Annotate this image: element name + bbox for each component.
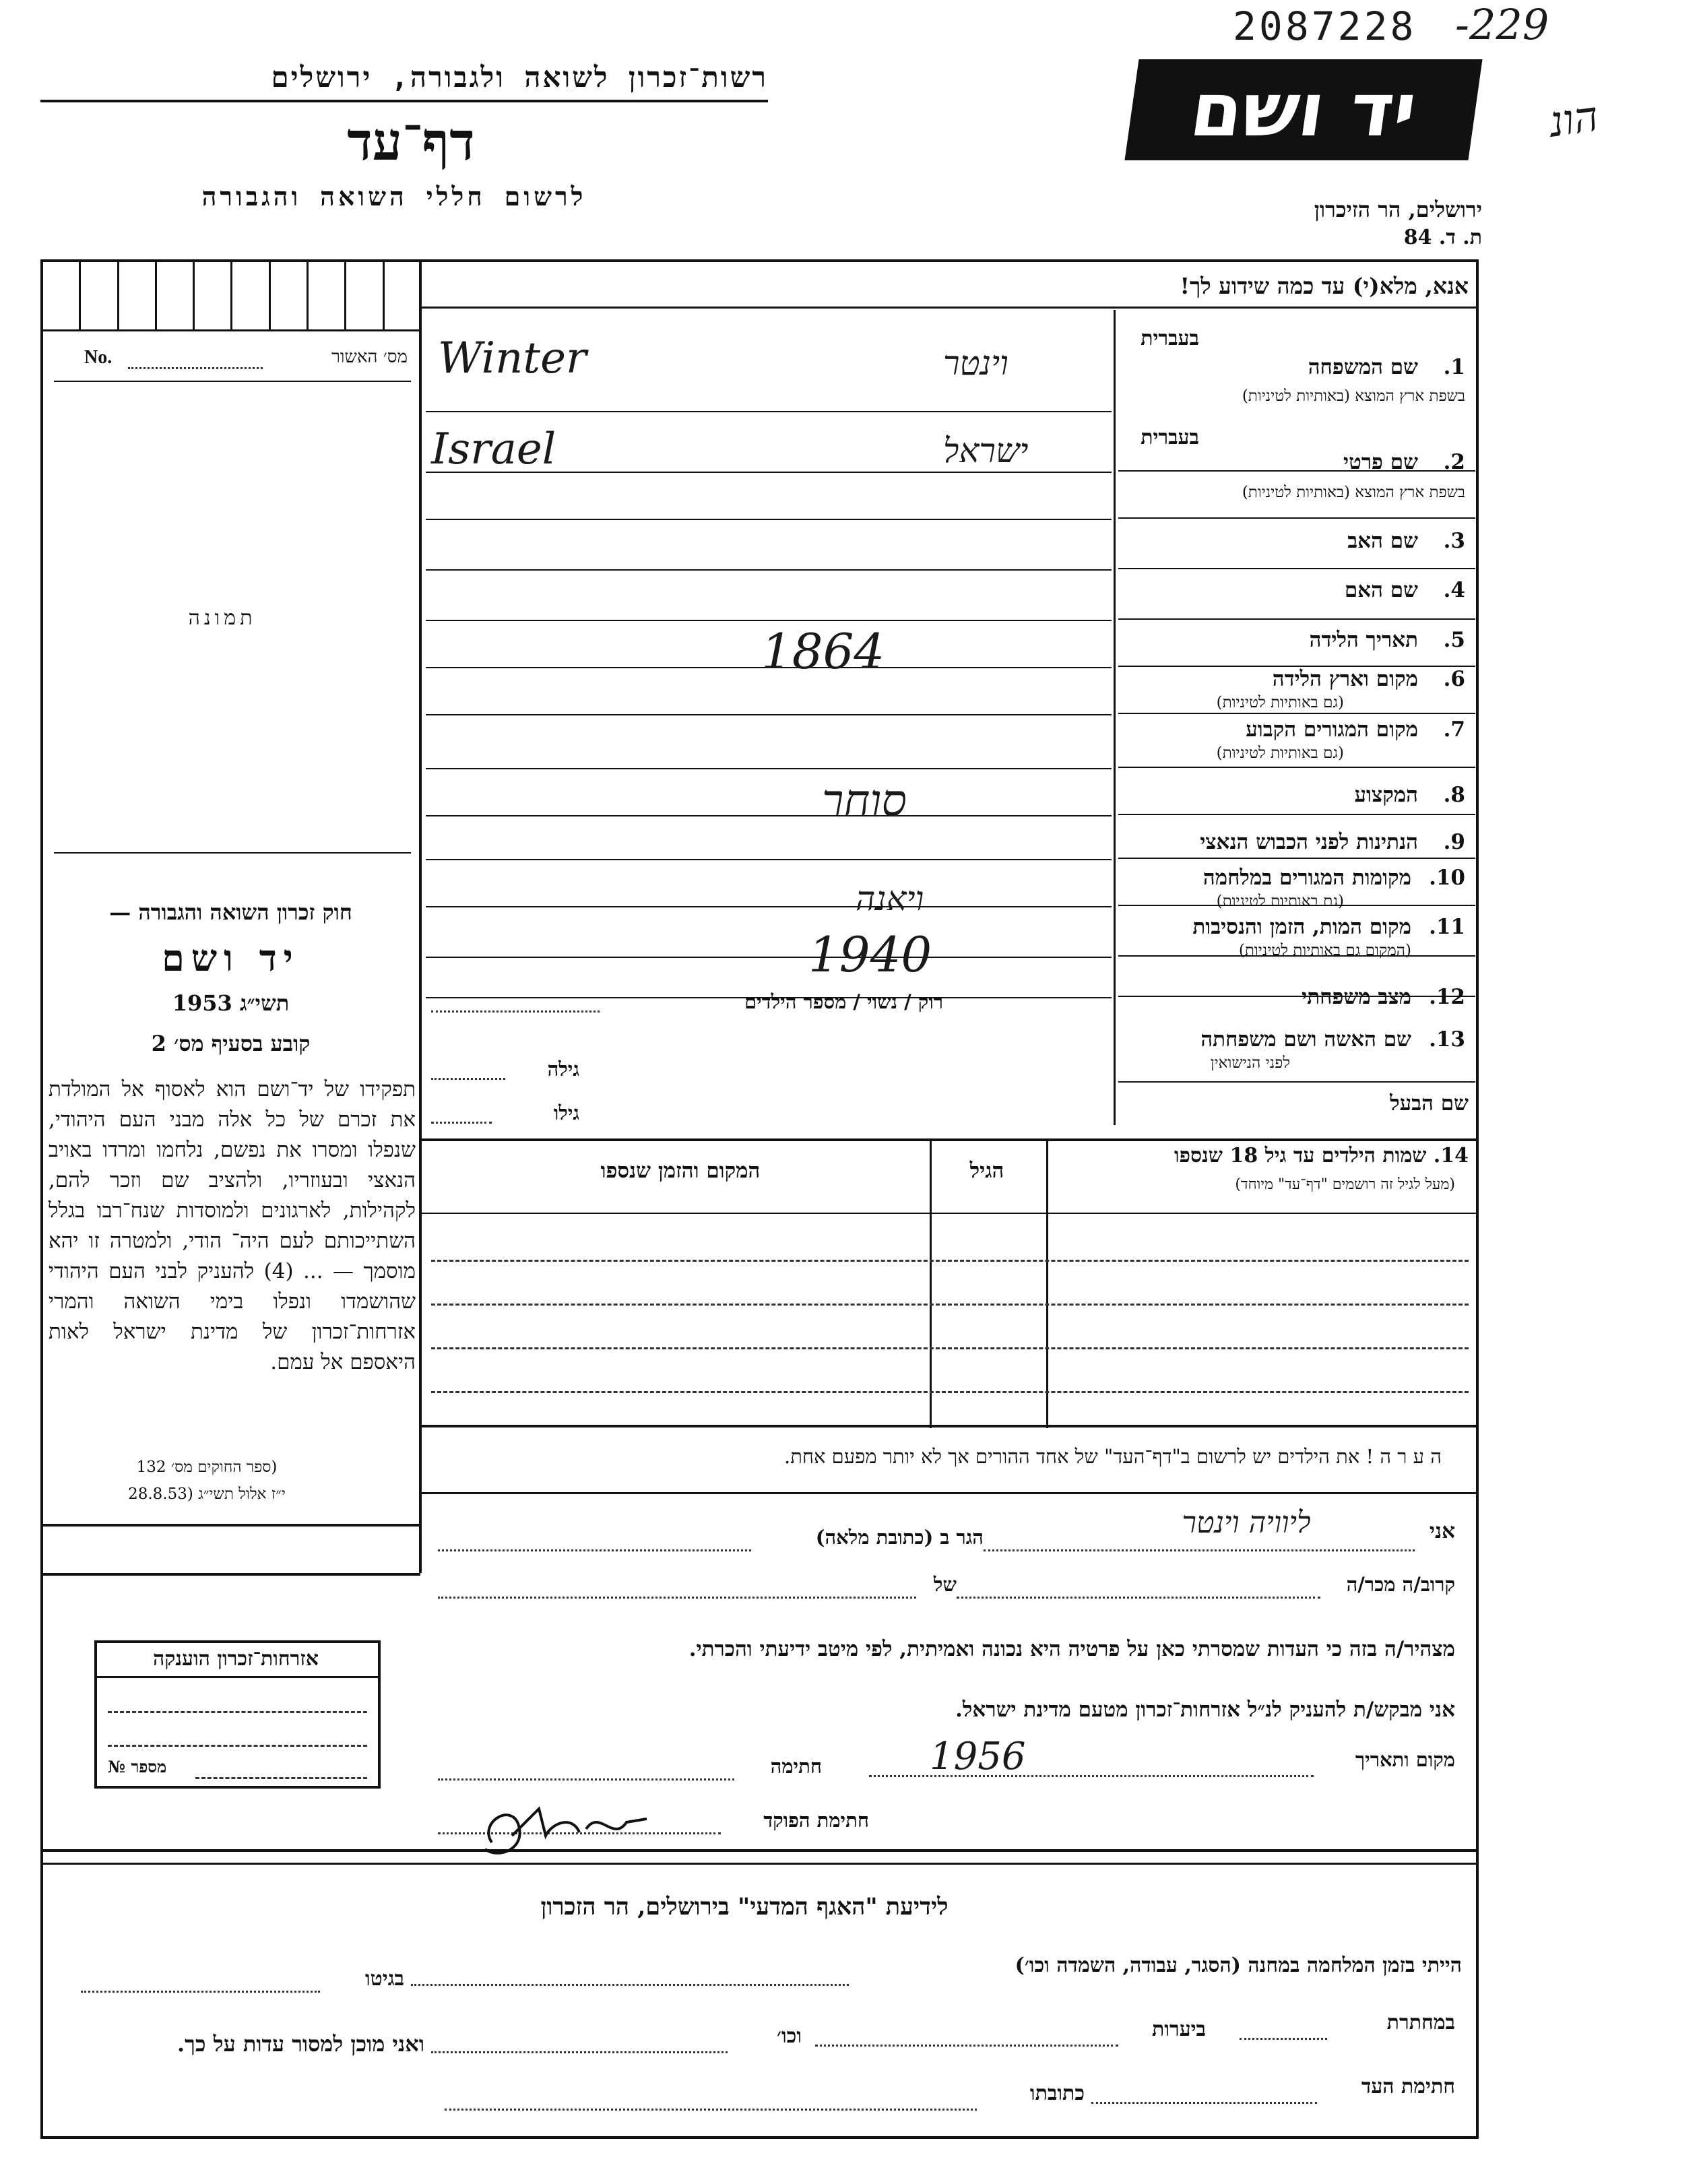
citizenship-box-title: אזרחות־זכרון הוענקה [152,1647,319,1671]
field-11-value-year[interactable]: 1940 [808,926,932,983]
decl-name-value[interactable]: ליוויה וינטר [1182,1506,1311,1540]
form-title: דף־עד [347,111,475,172]
instructions: אנא, מלא(י) עד כמה שידוע לך! [1180,273,1469,299]
field-4-label: שם האם [1344,578,1418,602]
field-2-num: 2. [1443,450,1465,474]
field-7-label: מקום המגורים הקבוע [1246,717,1418,742]
decl-officer-label: חתימת הפוקד [763,1809,869,1832]
law-text: תפקידו של יד־ושם הוא לאסוף אל המולדת את זכרם של כל אלה מבני העם היהודי, שנפלו ומסרו את נפשם, נלחמו ומרדו באויב הנאצי ובעוזריו, ולהציב שם וזכר להם, לקהילות, לארגונים ולמוסדות שנח־רבו בגלל השתייכותם לעם היה־ הודי, ולמטרה זו יהא מוסמך — ... (4) להעניק לבני העם היהודי שהושמדו ונפלו בימי השואה והמרי אזרחות־זכרון של מדינת ישראל לאות היאספם אל עמם. [49,1077,416,1374]
field-8-value[interactable]: סוחר [822,775,907,827]
field-8-num: 8. [1443,783,1465,807]
decl-statement: מצהיר/ה בזה כי העדות שמסרתי כאן על פרטיה היא נכונה ואמיתית, לפי מיטב ידיעתי והכרתי. [688,1637,1455,1661]
field-1-sub: בשפת ארץ המוצא (באותיות לטיניות) [1242,387,1465,405]
bottom-witness-signature-label: חתימת העד [1361,2075,1455,2098]
note-text: ה ע ר ה ! את הילדים יש לרשום ב"דף־העד" של אחד ההורים אך לא יותר מפעם אחת. [783,1445,1442,1468]
field-1-num: 1. [1443,355,1465,379]
law-title: חוק זכרון השואה והגבורה — [109,899,352,925]
field-10-num: 10. [1429,866,1465,890]
field-9-num: 9. [1443,830,1465,854]
field-11-num: 11. [1429,915,1465,939]
field-7-num: 7. [1443,717,1465,742]
law-reference-2: י״ז אלול תשי״ג (28.8.53 [128,1485,286,1503]
signature-scribble-icon [472,1795,660,1863]
field-6-num: 6. [1443,667,1465,691]
children-col-place: המקום והזמן שנספו [600,1159,761,1183]
field-11-sub: (המקום גם באותיות לטיניות) [1238,942,1411,959]
field-1-value-latin[interactable]: Winter [438,333,587,383]
field-1-label: שם המשפחה [1308,355,1418,379]
authority-name: רשות־זכרון לשואה ולגבורה, ירושלים [271,61,768,94]
age-label-female: גילה [547,1058,579,1081]
decl-date-value[interactable]: 1956 [930,1735,1026,1778]
code-grid [43,262,420,331]
children-label: 14. שמות הילדים עד גיל 18 שנספו [1174,1144,1469,1167]
children-sub: (מעל לגיל זה רושמים "דף־עד" מיוחד) [1235,1176,1455,1193]
field-13-sub: לפני הנישואין [1210,1054,1290,1072]
field-13-num: 13. [1429,1027,1465,1052]
approval-label: מס׳ האשור [331,347,408,367]
field-12-num: 12. [1429,985,1465,1009]
husband-name-label: שם הבעל [1390,1091,1469,1116]
field-3-label: שם האב [1347,529,1418,553]
field-7-sub: (גם באותיות לטיניות) [1216,744,1344,762]
marital-options: רוק / נשוי / מספר הילדים [744,990,943,1013]
field-2-label: שם פרטי [1343,450,1418,474]
decl-signature-label: חתימה [770,1755,822,1778]
bottom-testimony-label: ואני מוכן למסור עדות על כך. [176,2031,424,2057]
law-reference-1: (ספר החוקים מס׳ 132 [136,1458,278,1476]
bottom-ghetto-label: בגיטו [364,1967,404,1991]
corner-note: הונ [1546,91,1602,147]
field-11-value-place[interactable]: ויאנה [856,879,924,918]
field-1-top: בעברית [1141,327,1199,350]
bottom-forest-label: ביערות [1151,2018,1206,2041]
field-2-value-latin[interactable]: Israel [431,424,556,474]
field-5-num: 5. [1443,628,1465,652]
photo-label: תמונה [188,606,257,630]
field-3-num: 3. [1443,529,1465,553]
field-11-label: מקום המות, הזמן והנסיבות [1192,915,1411,939]
field-10-sub: (גם באותיות לטיניות) [1216,893,1344,910]
bottom-underground-label: במחתרת [1386,2011,1455,2034]
field-9-label: הנתינות לפני הכבוש הנאצי [1200,830,1418,854]
decl-relation-label: קרוב/ה מכר/ה [1346,1573,1455,1596]
law-section: קובע בסעיף מס׳ 2 [151,1031,311,1056]
yad-vashem-logo [1124,59,1482,160]
citizenship-number-label: מספר № [108,1757,167,1776]
address-line1: ירושלים, הר הזיכרון [1314,197,1482,222]
field-5-value[interactable]: 1864 [761,623,885,680]
decl-address-label: הגר ב (כתובת מלאה) [815,1526,984,1549]
children-col-age: הגיל [969,1159,1004,1183]
field-12-label: מצב משפחתי [1302,985,1411,1009]
decl-place-date-label: מקום ותאריך [1355,1748,1455,1771]
field-8-label: המקצוע [1354,783,1418,807]
field-5-label: תאריך הלידה [1309,628,1418,652]
bottom-title: לידיעת "האגף המדעי" בירושלים, הר הזכרון [540,1893,949,1921]
field-1-value-hebrew[interactable]: וינטר [943,344,1008,383]
field-2-sub: בשפת ארץ המוצא (באותיות לטיניות) [1242,484,1465,501]
address-line2: ת. ד. 84 [1403,226,1482,249]
field-6-label: מקום וארץ הלידה [1272,667,1418,691]
logo-text: יד ושם [1185,67,1422,153]
officer-signature [472,1795,660,1863]
bottom-etc-label: וכו׳ [777,2024,802,2048]
field-2-top: בעברית [1141,426,1199,449]
field-6-sub: (גם באותיות לטיניות) [1216,694,1344,711]
field-2-value-hebrew[interactable]: ישראל [943,431,1029,470]
bottom-camp-label: הייתי בזמן המלחמה במחנה (הסגר, עבודה, השמדה וכו׳) [1015,1954,1462,1977]
decl-of-label: של [933,1573,957,1596]
file-number: 2087228 [1233,3,1417,49]
field-13-label: שם האשה ושם משפחתה [1200,1027,1411,1052]
age-label-male: גילו [553,1101,579,1124]
form-subtitle: לרשום חללי השואה והגבורה [201,182,587,212]
field-4-num: 4. [1443,578,1465,602]
field-10-label: מקומות המגורים במלחמה [1202,866,1411,890]
approval-no-label: No. [84,347,113,368]
law-name: יד ושם [162,936,300,979]
law-year: תשי״ג 1953 [172,990,290,1016]
decl-prefix: אני [1429,1519,1455,1543]
decl-request: אני מבקש/ת להעניק לנ״ל אזרחות־זכרון מטעם מדינת ישראל. [955,1698,1455,1722]
bottom-address-label: כתובתו [1029,2082,1085,2105]
file-suffix: -229 [1455,0,1549,49]
